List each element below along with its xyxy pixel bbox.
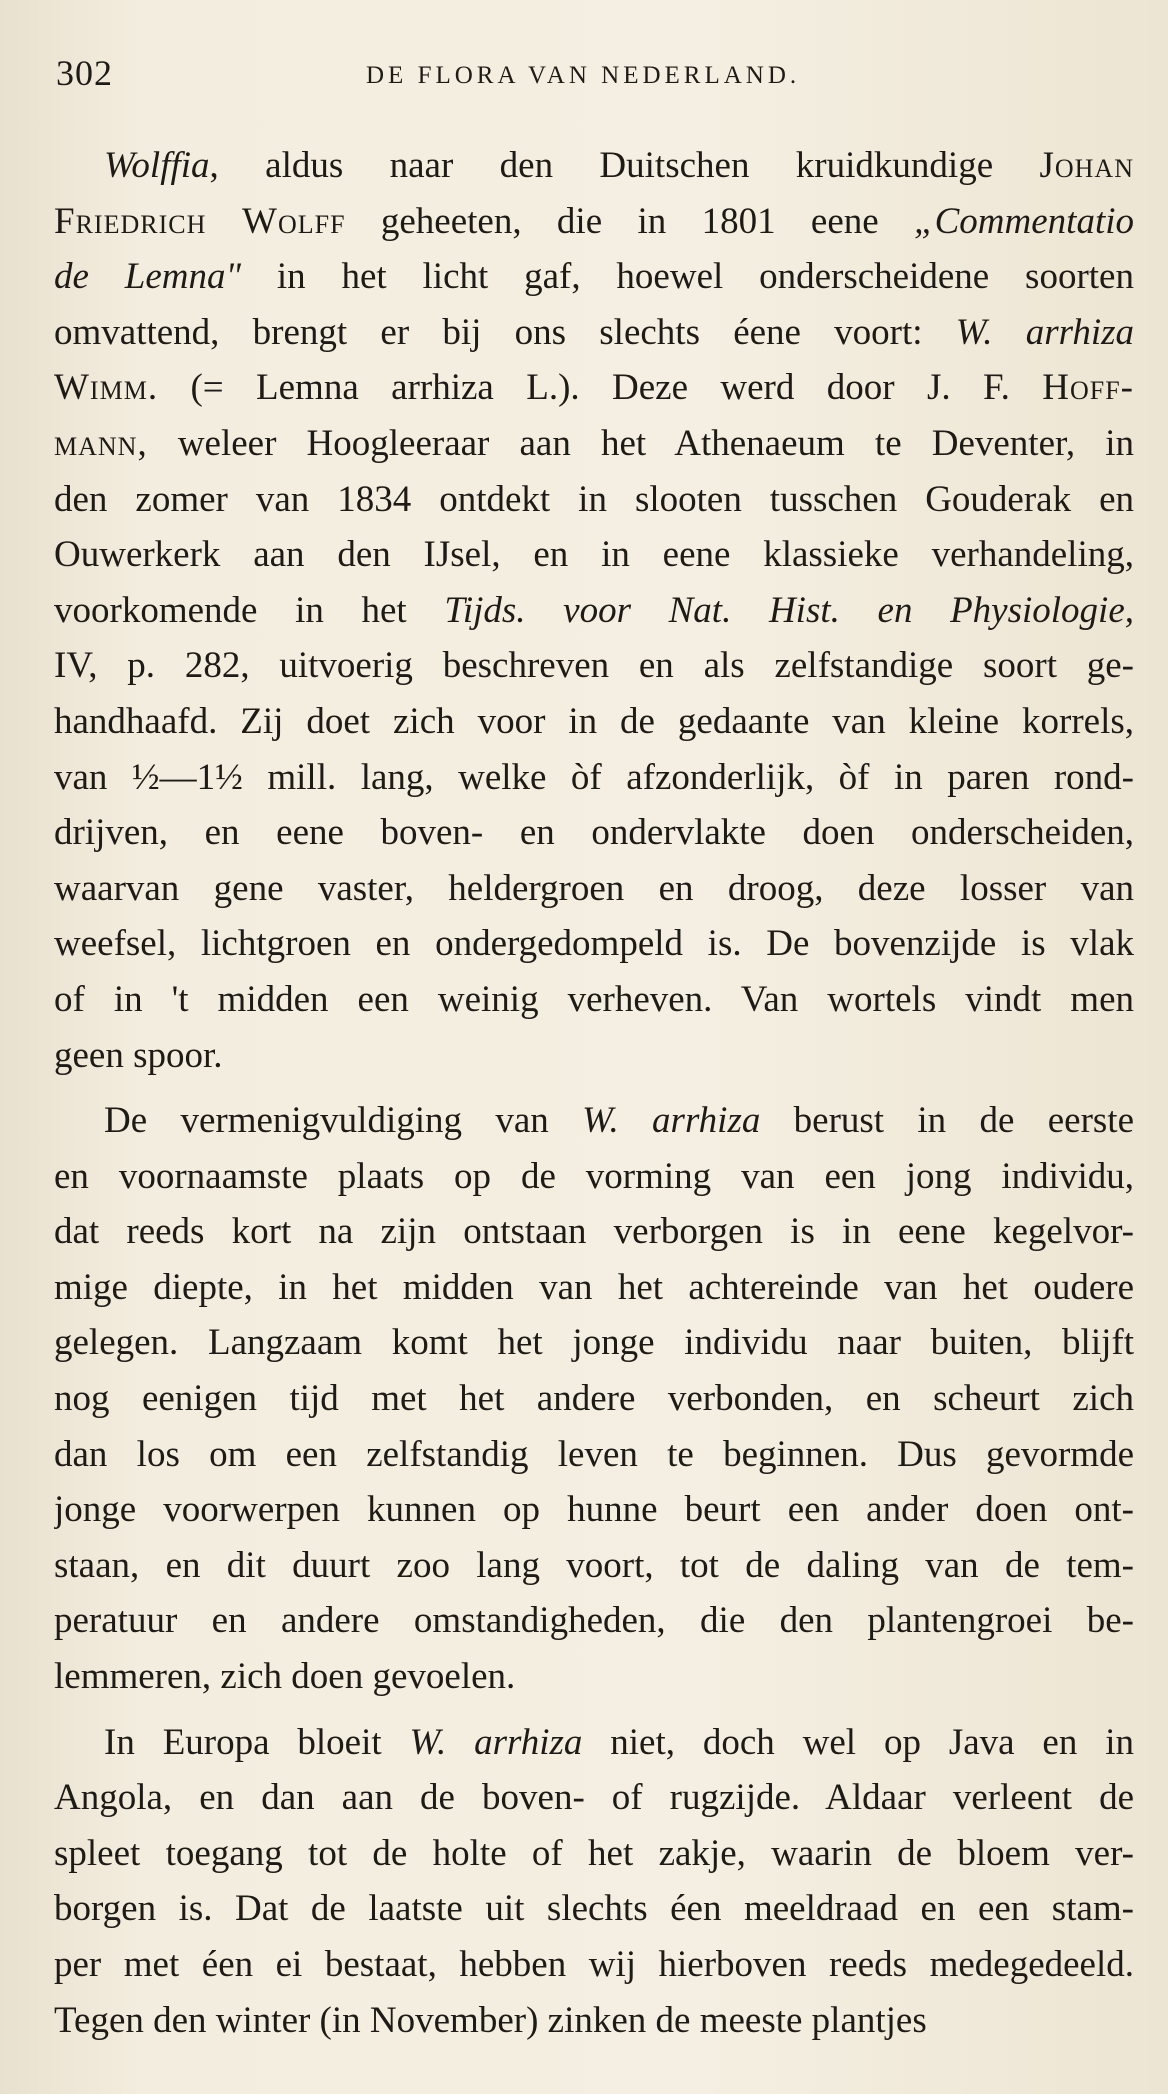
text-line: [54, 194, 1134, 250]
text-line: [54, 750, 1134, 806]
text-line: [54, 972, 1134, 1028]
text-line: [54, 1937, 1134, 1993]
italic-run: Tijds. voor Nat. Hist. en Physiologie,: [444, 589, 1134, 631]
text-line: [54, 638, 1134, 694]
text-line: [54, 416, 1134, 472]
text-line: [54, 305, 1134, 361]
text-run: Angola, en dan aan de boven- of rugzijde. Aldaar verleent de: [54, 1777, 1134, 1819]
text-run: spleet toegang tot de holte of het zakje, waarin de bloem ver-: [54, 1832, 1134, 1874]
italic-run: Wolffia: [104, 145, 210, 186]
text-run: den zomer van 1834 ontdekt in slooten tusschen Gouderak en: [54, 478, 1134, 520]
text-line: [54, 527, 1134, 583]
text-line: [54, 861, 1134, 917]
text-run: handhaafd. Zij doet zich voor in de gedaante van kleine korrels,: [54, 700, 1134, 742]
text-run: weleer Hoogleeraar aan het Athenaeum te Deventer, in: [147, 422, 1134, 464]
text-line: [54, 1260, 1134, 1316]
text-run: waarvan gene vaster, heldergroen en droog, deze losser van: [54, 867, 1134, 909]
small-caps-run: Friedrich Wolff: [54, 200, 346, 242]
text-line: [54, 1204, 1134, 1260]
text-line: [54, 1593, 1134, 1649]
text-line: [54, 249, 1134, 305]
text-run: weefsel, lichtgroen en ondergedompeld is. De bovenzijde is vlak: [54, 923, 1134, 965]
text-run: dat reeds kort na zijn ontstaan verborgen is in eene kegelvor-: [54, 1211, 1134, 1253]
text-run: In Europa bloeit: [104, 1721, 410, 1763]
page-header: [56, 52, 1116, 102]
text-run: lemmeren, zich doen gevoelen.: [54, 1656, 516, 1698]
small-caps-run: mann,: [54, 422, 148, 464]
running-title: DE FLORA VAN NEDERLAND.: [366, 62, 801, 89]
italic-run: W. arrhiza: [955, 311, 1134, 353]
text-run: borgen is. Dat de laatste uit slechts éen meeldraad en een stam-: [54, 1888, 1134, 1930]
text-run: peratuur en andere omstandigheden, die den plantengroei be-: [54, 1600, 1134, 1642]
text-line: [54, 360, 1134, 416]
text-run: drijven, en eene boven- en ondervlakte doen onderscheiden,: [54, 812, 1134, 854]
italic-run: W. arrhiza: [409, 1721, 583, 1763]
paragraph-gap: [54, 1705, 1134, 1715]
small-caps-run: Hoff-: [1042, 367, 1134, 409]
text-run: geheeten, die in 1801 eene: [345, 200, 915, 242]
text-line: [54, 1770, 1134, 1826]
paragraph: [54, 1093, 1134, 1705]
text-run: (= Lemna arrhiza L.). Deze werd door J. F.: [158, 367, 1043, 409]
text-run: mige diepte, in het midden van het achtereinde van het oudere: [54, 1266, 1134, 1308]
text-run: geen spoor.: [54, 1034, 223, 1076]
text-run: De vermenigvuldiging van: [104, 1100, 583, 1142]
text-run: , aldus naar den Duitschen kruidkundige: [209, 145, 1040, 186]
body-text: [54, 138, 1134, 2048]
italic-run: W. arrhiza: [582, 1100, 761, 1142]
text-line: [54, 472, 1134, 528]
text-run: dan los om een zelfstandig leven te beginnen. Dus gevormde: [54, 1433, 1134, 1475]
text-line: [54, 1881, 1134, 1937]
text-line: [54, 1149, 1134, 1205]
text-line: [54, 1427, 1134, 1483]
text-run: niet, doch wel op Java en in: [582, 1721, 1134, 1763]
italic-run: de Lemna": [54, 256, 242, 298]
text-run: berust in de eerste: [760, 1100, 1134, 1142]
text-line: [54, 1649, 1134, 1705]
text-line: [54, 583, 1134, 639]
text-line: [54, 694, 1134, 750]
text-run: of in 't midden een weinig verheven. Van wortels vindt men: [54, 978, 1134, 1020]
text-line: [54, 805, 1134, 861]
text-run: omvattend, brengt er bij ons slechts éene voort:: [54, 311, 956, 353]
text-line: [54, 1315, 1134, 1371]
text-line: [54, 1993, 1134, 2049]
text-line: [54, 1028, 1134, 1084]
text-run: per met éen ei bestaat, hebben wij hierboven reeds medegedeeld.: [54, 1944, 1134, 1985]
text-line: [54, 138, 1134, 194]
text-line: [54, 1715, 1134, 1771]
paragraph-gap: [54, 1083, 1134, 1093]
small-caps-run: Wimm.: [54, 367, 159, 409]
paragraph: [54, 1715, 1134, 2049]
text-run: voorkomende in het: [54, 589, 445, 631]
text-run: van ½—1½ mill. lang, welke òf afzonderlijk, òf in paren rond-: [54, 756, 1134, 798]
text-line: [54, 1093, 1134, 1149]
text-run: IV, p. 282, uitvoerig beschreven en als zelfstandige soort ge-: [54, 645, 1134, 687]
text-run: Tegen den winter (in November) zinken de meeste plantjes: [54, 1999, 927, 2041]
text-line: [54, 916, 1134, 972]
text-line: [54, 1371, 1134, 1427]
italic-run: „Commentatio: [914, 200, 1134, 242]
text-line: [54, 1482, 1134, 1538]
small-caps-run: Johan: [1039, 145, 1134, 186]
text-run: en voornaamste plaats op de vorming van een jong individu,: [54, 1155, 1134, 1197]
page-number: 302: [56, 53, 113, 93]
text-run: gelegen. Langzaam komt het jonge individu naar buiten, blijft: [54, 1322, 1134, 1364]
text-line: [54, 1826, 1134, 1882]
text-run: in het licht gaf, hoewel onderscheidene soorten: [241, 256, 1134, 298]
text-run: staan, en dit duurt zoo lang voort, tot de daling van de tem-: [54, 1544, 1134, 1586]
text-run: nog eenigen tijd met het andere verbonden, en scheurt zich: [54, 1378, 1134, 1420]
text-run: jonge voorwerpen kunnen op hunne beurt een ander doen ont-: [54, 1489, 1134, 1531]
text-line: [54, 1538, 1134, 1594]
text-run: Ouwerkerk aan den IJsel, en in eene klassieke verhandeling,: [54, 534, 1134, 576]
paragraph: [54, 138, 1134, 1083]
